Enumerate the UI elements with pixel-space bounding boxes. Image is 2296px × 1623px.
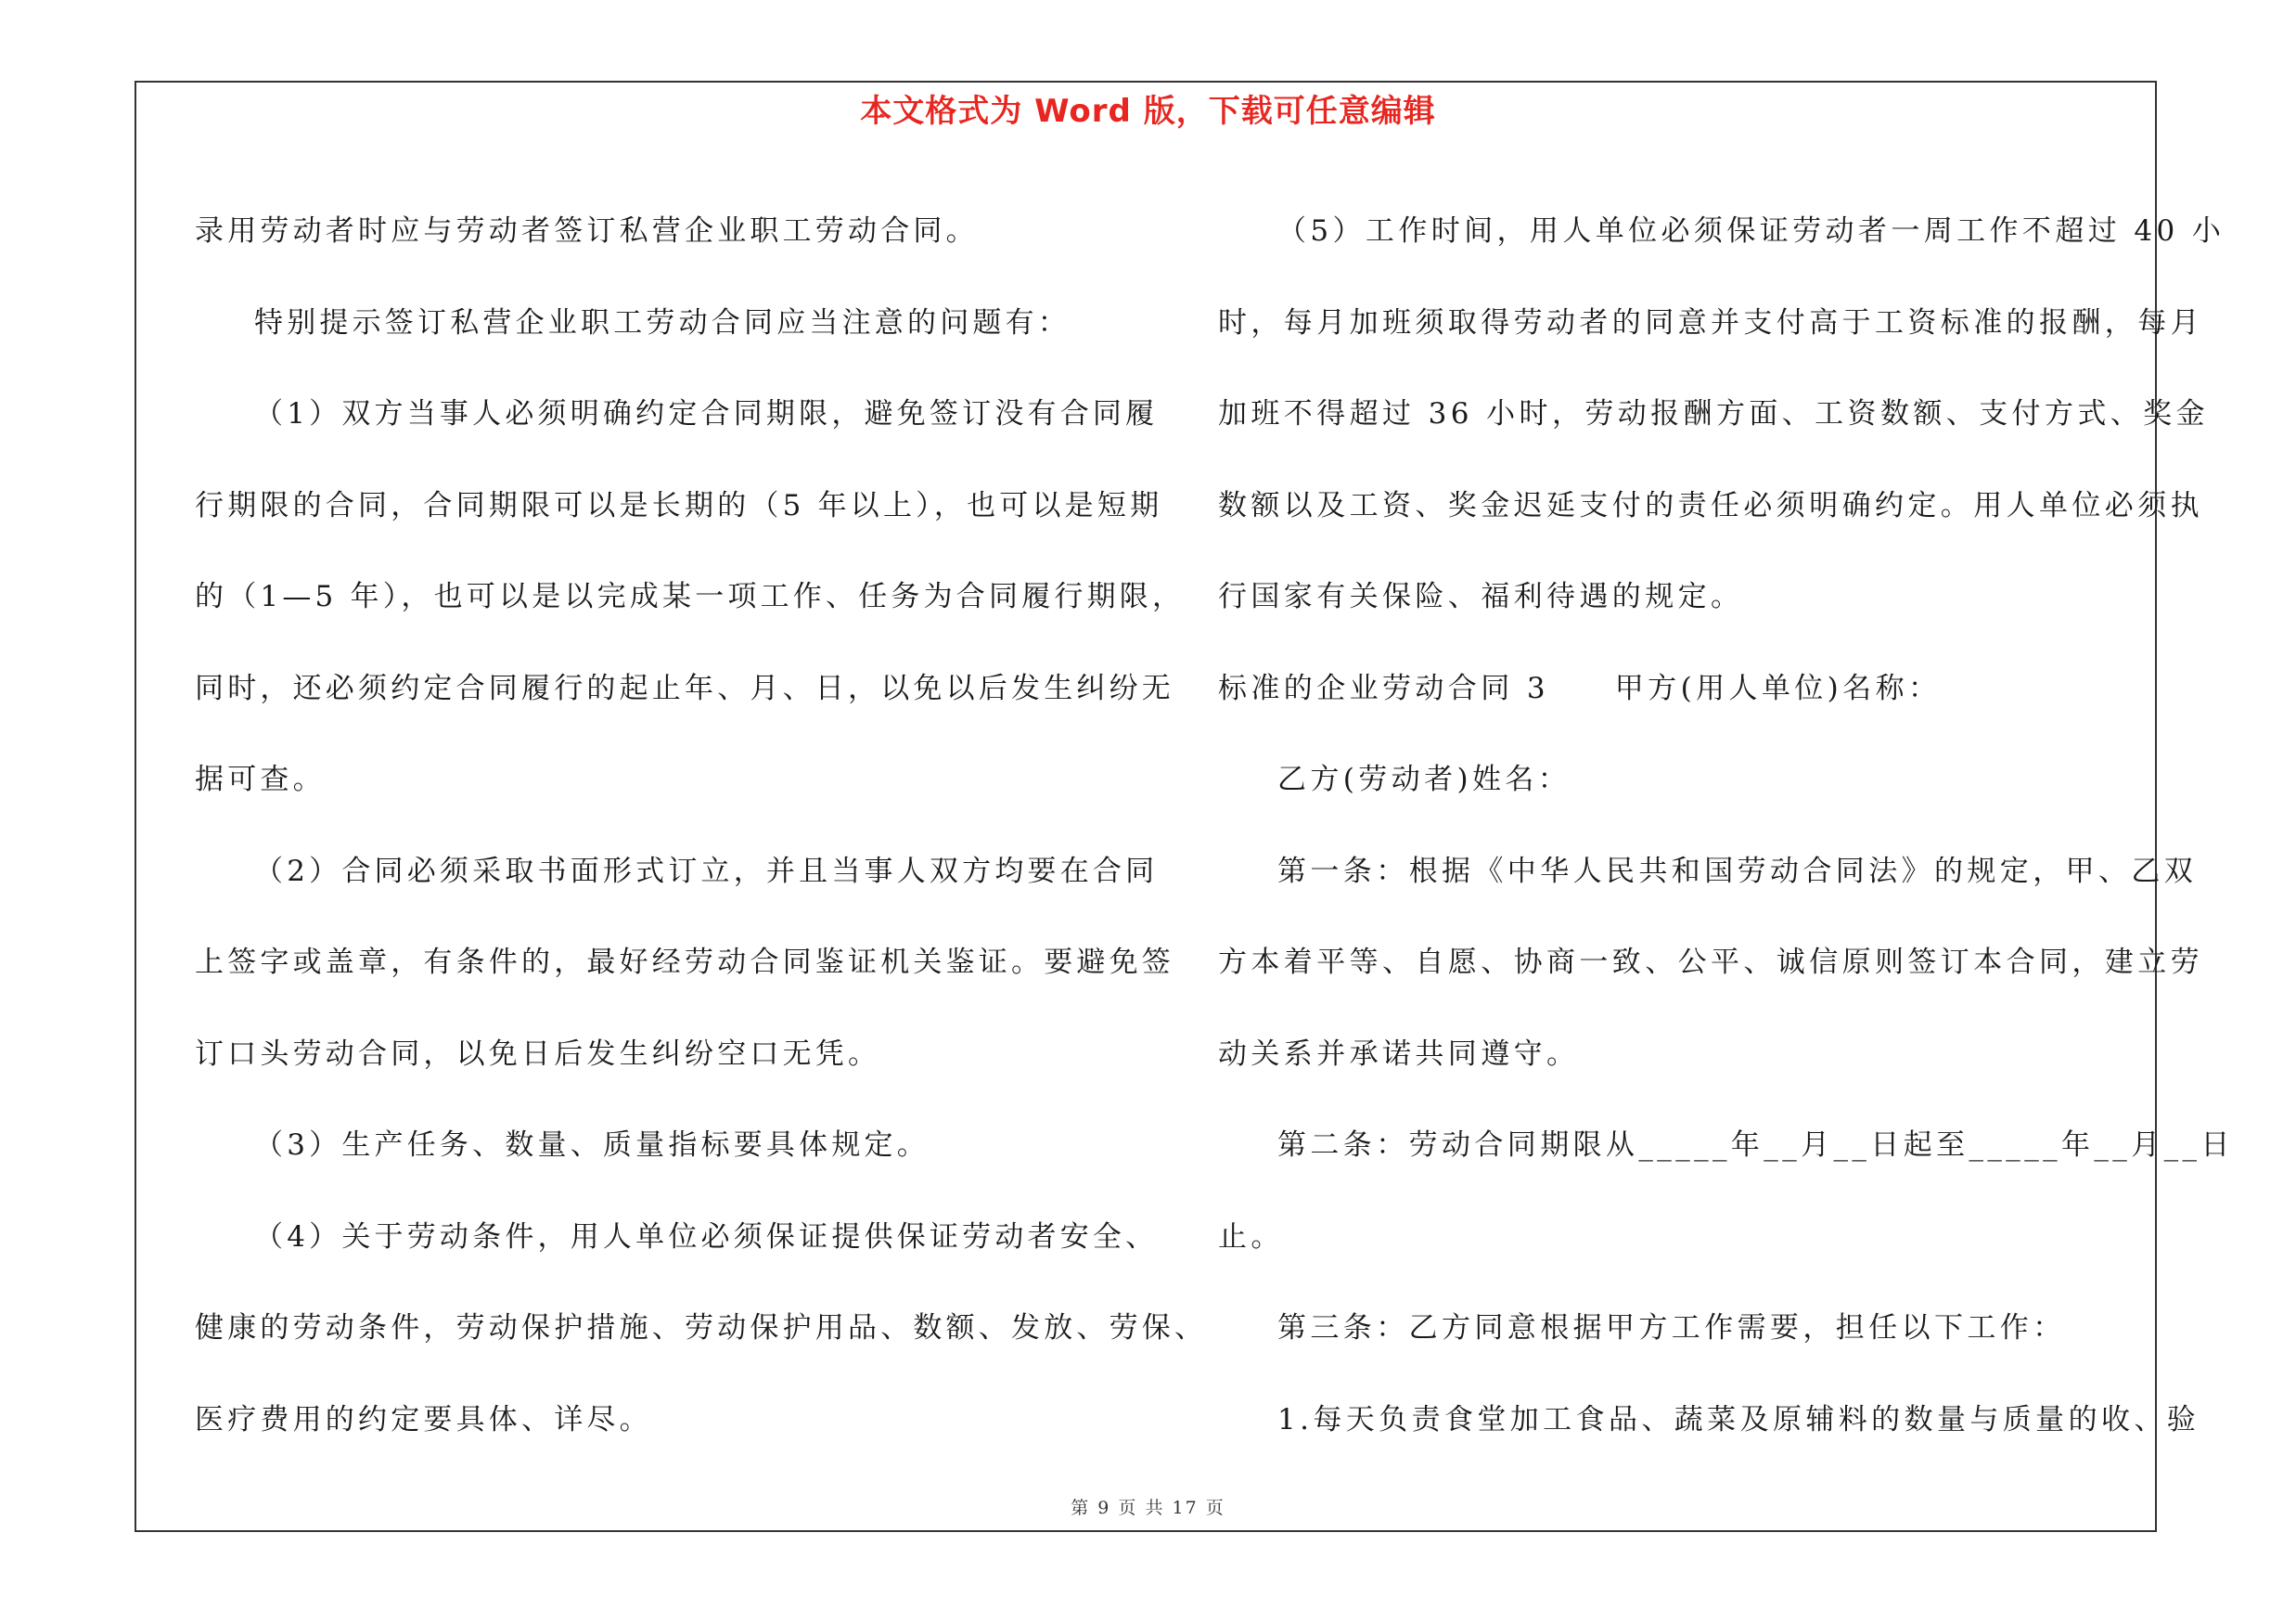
paragraph-line: 同时，还必须约定合同履行的起止年、月、日，以免以后发生纠纷无 bbox=[195, 671, 1174, 705]
format-banner: 本文格式为 Word 版，下载可任意编辑 bbox=[860, 93, 1436, 130]
paragraph-line: 标准的企业劳动合同 3 甲方(用人单位)名称： bbox=[1218, 671, 1942, 705]
paragraph-line: 健康的劳动条件，劳动保护措施、劳动保护用品、数额、发放、劳保、 bbox=[195, 1311, 1208, 1345]
left-column bbox=[195, 186, 1206, 1465]
paragraph-line: 时，每月加班须取得劳动者的同意并支付高于工资标准的报酬，每月 bbox=[1218, 305, 2203, 340]
paragraph-line: 行期限的合同，合同期限可以是长期的（5 年以上），也可以是短期 bbox=[195, 488, 1163, 522]
paragraph-line: 方本着平等、自愿、协商一致、公平、诚信原则签订本合同，建立劳 bbox=[1218, 946, 2203, 979]
paragraph-line: 第三条：乙方同意根据甲方工作需要，担任以下工作： bbox=[1277, 1311, 2066, 1345]
paragraph-line: （1）双方当事人必须明确约定合同期限，避免签订没有合同履 bbox=[254, 397, 1159, 431]
paragraph-line: 加班不得超过 36 小时，劳动报酬方面、工资数额、支付方式、奖金 bbox=[1218, 397, 2209, 431]
paragraph-line: 据可查。 bbox=[195, 763, 326, 796]
paragraph-line: 医疗费用的约定要具体、详尽。 bbox=[195, 1402, 652, 1436]
paragraph-line: 止。 bbox=[1218, 1219, 1284, 1254]
paragraph-line: 动关系并承诺共同遵守。 bbox=[1218, 1037, 1580, 1071]
paragraph-line: 录用劳动者时应与劳动者签订私营企业职工劳动合同。 bbox=[195, 214, 979, 248]
paragraph-line: 第一条：根据《中华人民共和国劳动合同法》的规定，甲、乙双 bbox=[1277, 854, 2198, 888]
paragraph-line: （3）生产任务、数量、质量指标要具体规定。 bbox=[254, 1128, 930, 1162]
paragraph-line: 数额以及工资、奖金迟延支付的责任必须明确约定。用人单位必须执 bbox=[1218, 488, 2203, 522]
paragraph-line: （5）工作时间，用人单位必须保证劳动者一周工作不超过 40 小 bbox=[1277, 214, 2225, 248]
paragraph-line: 的（1—5 年），也可以是以完成某一项工作、任务为合同履行期限， bbox=[195, 580, 1186, 613]
paragraph-line: 行国家有关保险、福利待遇的规定。 bbox=[1218, 580, 1744, 613]
page-number: 第 9 页 共 17 页 bbox=[1071, 1498, 1225, 1518]
right-column bbox=[1218, 186, 2234, 1465]
paragraph-line: （2）合同必须采取书面形式订立，并且当事人双方均要在合同 bbox=[254, 854, 1159, 888]
paragraph-line: 1.每天负责食堂加工食品、蔬菜及原辅料的数量与质量的收、验 bbox=[1277, 1402, 2200, 1436]
paragraph-line: 第二条：劳动合同期限从_____年__月__日起至_____年__月__日 bbox=[1277, 1128, 2234, 1162]
paragraph-line: 上签字或盖章，有条件的，最好经劳动合同鉴证机关鉴证。要避免签 bbox=[195, 946, 1174, 979]
paragraph-line: 订口头劳动合同，以免日后发生纠纷空口无凭。 bbox=[195, 1037, 881, 1071]
paragraph-line: 乙方(劳动者)姓名： bbox=[1277, 763, 1571, 796]
paragraph-line: （4）关于劳动条件，用人单位必须保证提供保证劳动者安全、 bbox=[254, 1219, 1159, 1254]
paragraph-line: 特别提示签订私营企业职工劳动合同应当注意的问题有： bbox=[254, 305, 1071, 340]
